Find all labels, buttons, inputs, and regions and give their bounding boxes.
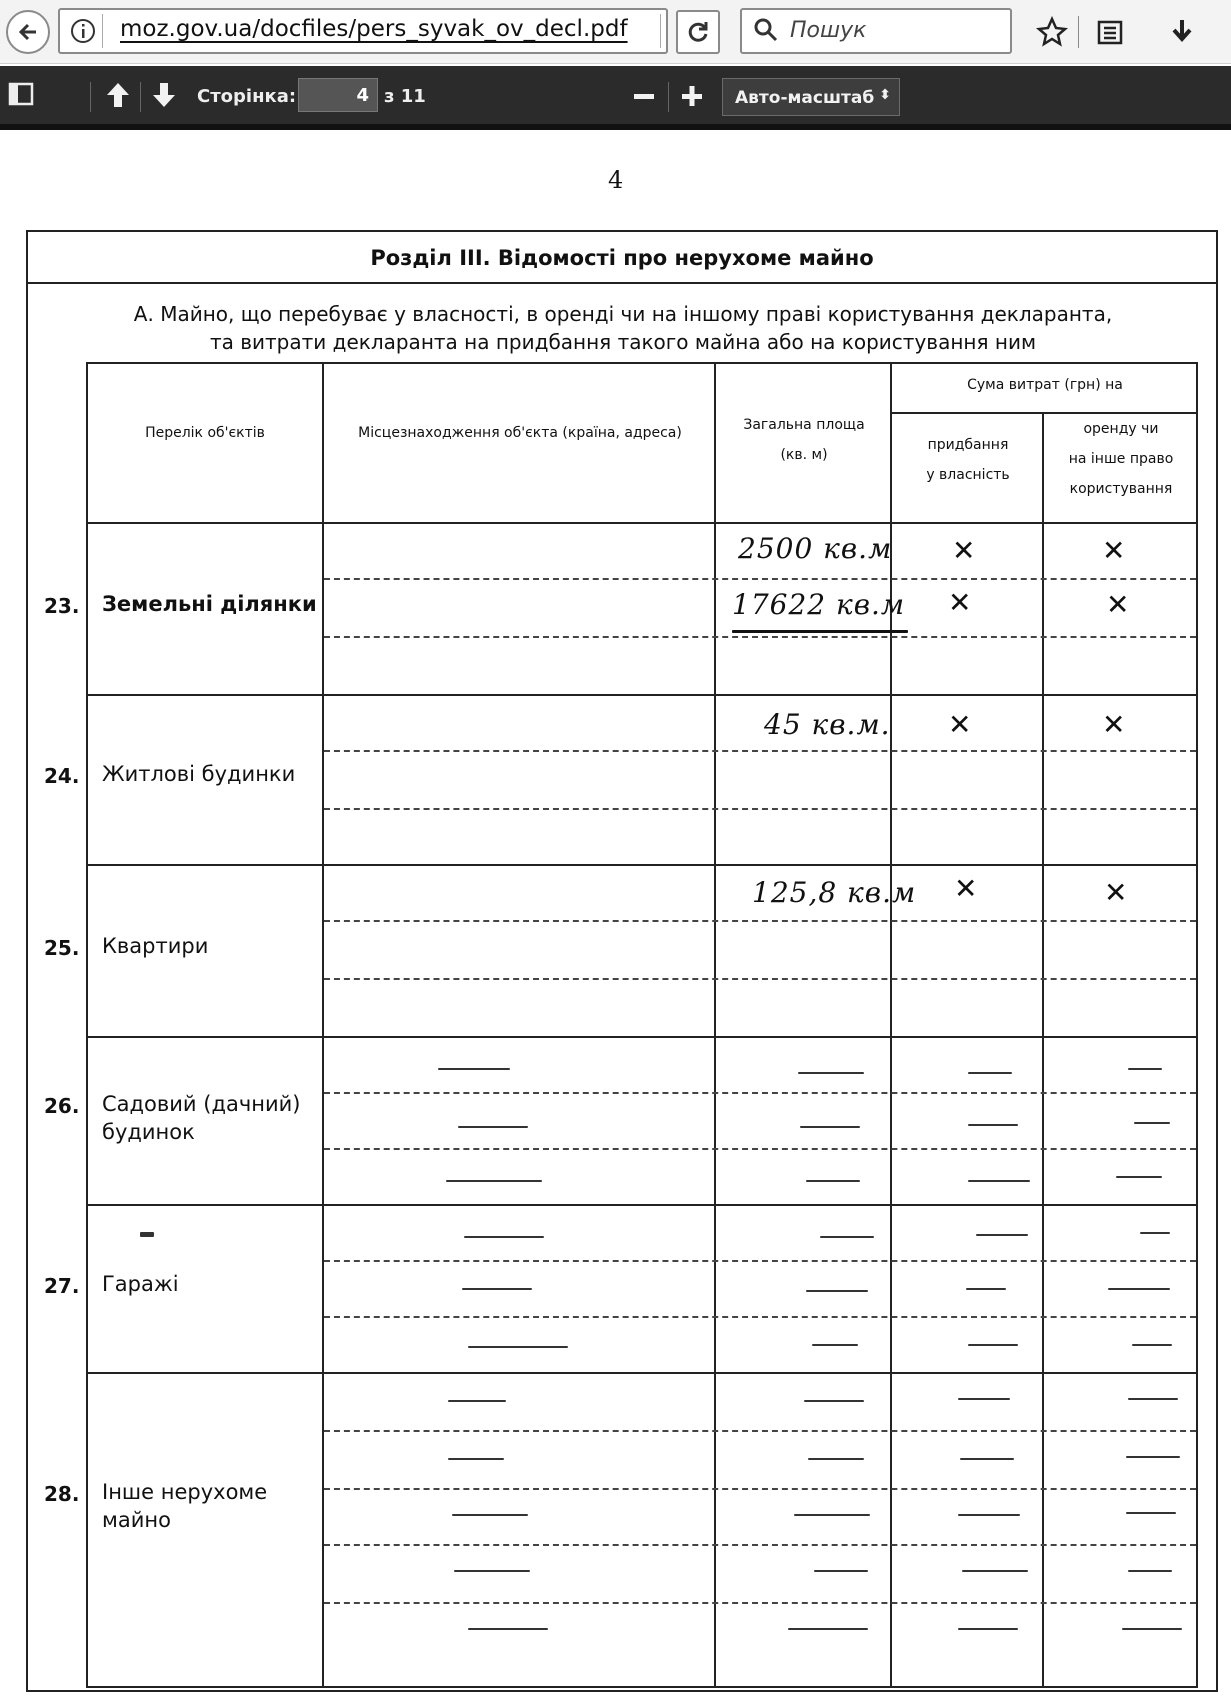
zoom-out-icon[interactable] — [632, 76, 656, 124]
header-rent: оренду чи на інше право користування — [1068, 421, 1174, 497]
house-rent-mark: ✕ — [1102, 708, 1126, 741]
zoom-select[interactable] — [722, 78, 900, 116]
info-icon[interactable] — [68, 16, 98, 46]
row-number-25: 25. — [44, 936, 80, 960]
land-rent-mark-2: ✕ — [1106, 588, 1130, 621]
header-objects: Перелік об'єктів — [145, 425, 265, 441]
row-label-houses: Житлові будинки — [102, 762, 296, 786]
land-area-1: 2500 кв.м — [738, 532, 893, 565]
row-number-28: 28. — [44, 1482, 80, 1506]
row-number-24: 24. — [44, 764, 80, 788]
row-label-garden-house: Садовий (дачний) будинок — [102, 1092, 301, 1144]
back-icon[interactable] — [6, 10, 50, 54]
subsection-title — [48, 300, 1198, 356]
land-purchase-mark-2: ✕ — [948, 586, 972, 619]
zoom-value: Авто-масштаб — [735, 88, 875, 108]
subsection-line-1: А. Майно, що перебуває у власності, в оренді чи на іншому праві користування декларанта, — [133, 302, 1113, 326]
download-icon[interactable] — [1164, 14, 1200, 50]
updown-arrow-icon: ⬍ — [879, 87, 891, 103]
bookmark-star-icon[interactable] — [1034, 14, 1070, 50]
pdf-toolbar — [0, 66, 1231, 130]
sidebar-toggle-icon[interactable] — [8, 82, 34, 112]
declaration-form — [26, 230, 1218, 1692]
land-purchase-mark-1: ✕ — [952, 534, 976, 567]
reload-icon[interactable] — [676, 10, 720, 54]
zoom-in-icon[interactable] — [680, 76, 704, 122]
header-area: Загальна площа (кв. м) — [743, 417, 865, 463]
land-rent-mark-1: ✕ — [1102, 534, 1126, 567]
subsection-line-2: та витрати декларанта на придбання такого майна або на користування ним — [209, 330, 1037, 354]
apartment-rent-mark: ✕ — [1104, 876, 1128, 909]
browser-toolbar — [0, 0, 1231, 64]
row-label-land: Земельні ділянки — [102, 592, 317, 616]
row-number-27: 27. — [44, 1274, 80, 1298]
row-label-other-property: Інше нерухоме майно — [102, 1480, 268, 1532]
house-purchase-mark: ✕ — [948, 708, 972, 741]
land-area-2: 17622 кв.м — [732, 588, 906, 621]
previous-page-icon[interactable] — [104, 80, 132, 116]
header-expenses: Сума витрат (грн) на — [967, 377, 1123, 393]
apartment-area: 125,8 кв.м — [752, 876, 917, 909]
next-page-icon[interactable] — [150, 80, 178, 116]
row-number-26: 26. — [44, 1094, 80, 1118]
apartment-purchase-mark: ✕ — [954, 872, 978, 905]
property-table — [44, 362, 1198, 1688]
page-count: з 11 — [384, 86, 426, 107]
header-location: Місцезнаходження об'єкта (країна, адреса) — [358, 425, 682, 441]
page-label: Сторінка: — [197, 86, 297, 107]
row-number-23: 23. — [44, 594, 80, 618]
reading-list-icon[interactable] — [1092, 14, 1128, 50]
page-number: 4 — [608, 166, 624, 194]
section-title: Розділ III. Відомості про нерухоме майно — [28, 232, 1216, 284]
search-icon — [750, 14, 782, 46]
row-label-garages: Гаражі — [102, 1272, 179, 1296]
url-text[interactable]: moz.gov.ua/docfiles/pers_syvak_ov_decl.pdf — [120, 16, 628, 42]
house-area: 45 кв.м. — [764, 708, 891, 741]
header-purchase: придбання у власність — [926, 437, 1010, 483]
row-label-apartments: Квартири — [102, 934, 209, 958]
search-placeholder: Пошук — [790, 18, 867, 43]
page-number-input[interactable]: 4 — [298, 78, 378, 112]
